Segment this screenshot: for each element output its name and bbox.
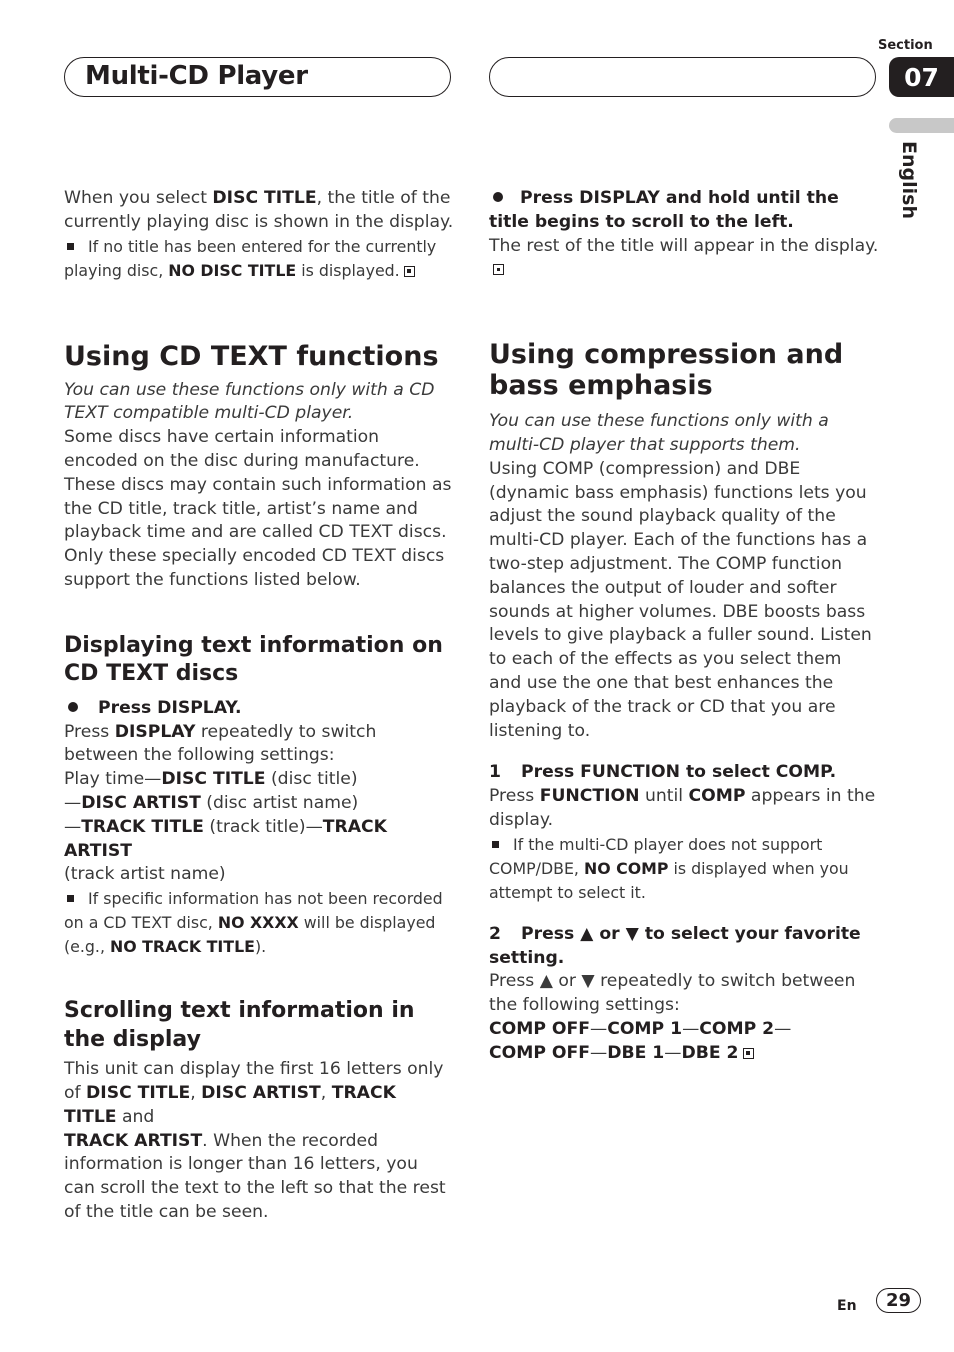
step-press-display: Press DISPLAY. <box>64 697 454 721</box>
step-2-select-setting: 2 Press ▲ or ▼ to select your favorite setting. <box>489 923 861 968</box>
end-mark-icon <box>493 264 504 275</box>
right-column <box>489 187 879 1066</box>
display-sequence: Play time—DISC TITLE (disc title) —DISC ARTIST (disc artist name) —TRACK TITLE (track title)—TRACK ARTIST (track artist name) <box>64 769 387 885</box>
footer-lang-code: En <box>837 1298 857 1314</box>
left-column <box>64 187 454 1225</box>
compression-note: You can use these functions only with a multi-CD player that supports them. <box>489 411 829 455</box>
note-no-comp: If the multi-CD player does not support COMP/DBE, NO COMP is displayed when you attempt to select it. <box>489 834 849 902</box>
step-1-select-comp: 1 Press FUNCTION to select COMP. <box>489 762 837 783</box>
page-number-text: 29 <box>885 1290 912 1311</box>
note-bullet-icon <box>67 243 74 250</box>
note-no-xxxx: If specific information has not been recorded on a CD TEXT disc, NO XXXX will be displayed (e.g., NO TRACK TITLE). <box>64 889 443 957</box>
cd-text-body: Some discs have certain information encoded on the disc during manufacture. These discs may contain such information as the CD title, track title, artist’s name and playback time and are called CD TEXT discs. Only these specially encoded CD TEXT discs support the functions listed below. <box>64 427 452 590</box>
section-number: 07 <box>904 62 939 92</box>
section-label: Section <box>878 38 933 53</box>
step-hold-display: Press DISPLAY and hold until the title begins to scroll to the left. <box>489 188 839 232</box>
compression-body: Using COMP (compression) and DBE (dynamic bass emphasis) functions lets you adjust the sound playback quality of the multi-CD player. Each of the functions has a two-step adjustment. The COMP function balances the output of louder and softer sounds at higher volumes. DBE boosts bass levels to give playback a fuller sound. Listen to each of the effects as you select them and use the one that best enhances the playback of the track or CD that you are listening to. <box>489 458 872 741</box>
note-bullet-icon <box>492 841 499 848</box>
step-bullet-icon <box>68 702 78 712</box>
end-mark-icon <box>743 1048 754 1059</box>
header-empty-frame <box>489 57 876 97</box>
step-bullet-icon <box>493 192 503 202</box>
step-1-body: Press FUNCTION until COMP appears in the display. <box>489 786 876 830</box>
language-tab <box>889 118 954 133</box>
end-mark-icon <box>404 266 415 277</box>
hold-display-body: The rest of the title will appear in the display. <box>489 235 879 283</box>
step-2-body: Press ▲ or ▼ repeatedly to switch between the following settings: <box>489 971 856 1016</box>
intro-paragraph: When you select DISC TITLE, the title of the currently playing disc is shown in the display. <box>64 188 454 232</box>
heading-cd-text: Using CD TEXT functions <box>64 340 439 372</box>
note-no-title: If no title has been entered for the currently playing disc, NO DISC TITLE is displayed. <box>64 236 437 280</box>
cd-text-note: You can use these functions only with a CD TEXT compatible multi-CD player. <box>64 379 435 424</box>
note-bullet-icon <box>67 895 74 902</box>
language-label: English <box>898 141 920 219</box>
page-number <box>876 1288 921 1313</box>
display-instructions: Press DISPLAY repeatedly to switch between the following settings: <box>64 721 377 766</box>
subheading-scrolling-text: Scrolling text information in the display <box>64 998 415 1052</box>
scrolling-body: This unit can display the first 16 letters only of DISC TITLE, DISC ARTIST, TRACK TITLE and TRACK ARTIST. When the recorded information is longer than 16 letters, you can scroll the text to the left so that the rest of the title can be seen. <box>64 1059 446 1222</box>
section-number-tab <box>889 57 954 97</box>
header-title-frame <box>64 57 451 97</box>
heading-compression: Using compression and bass emphasis <box>489 339 844 402</box>
comp-sequence: COMP OFF—COMP 1—COMP 2— COMP OFF—DBE 1—DBE 2 <box>489 1018 792 1063</box>
page-header-title: Multi-CD Player <box>85 61 308 91</box>
subheading-displaying-text: Displaying text information on CD TEXT discs <box>64 632 443 687</box>
